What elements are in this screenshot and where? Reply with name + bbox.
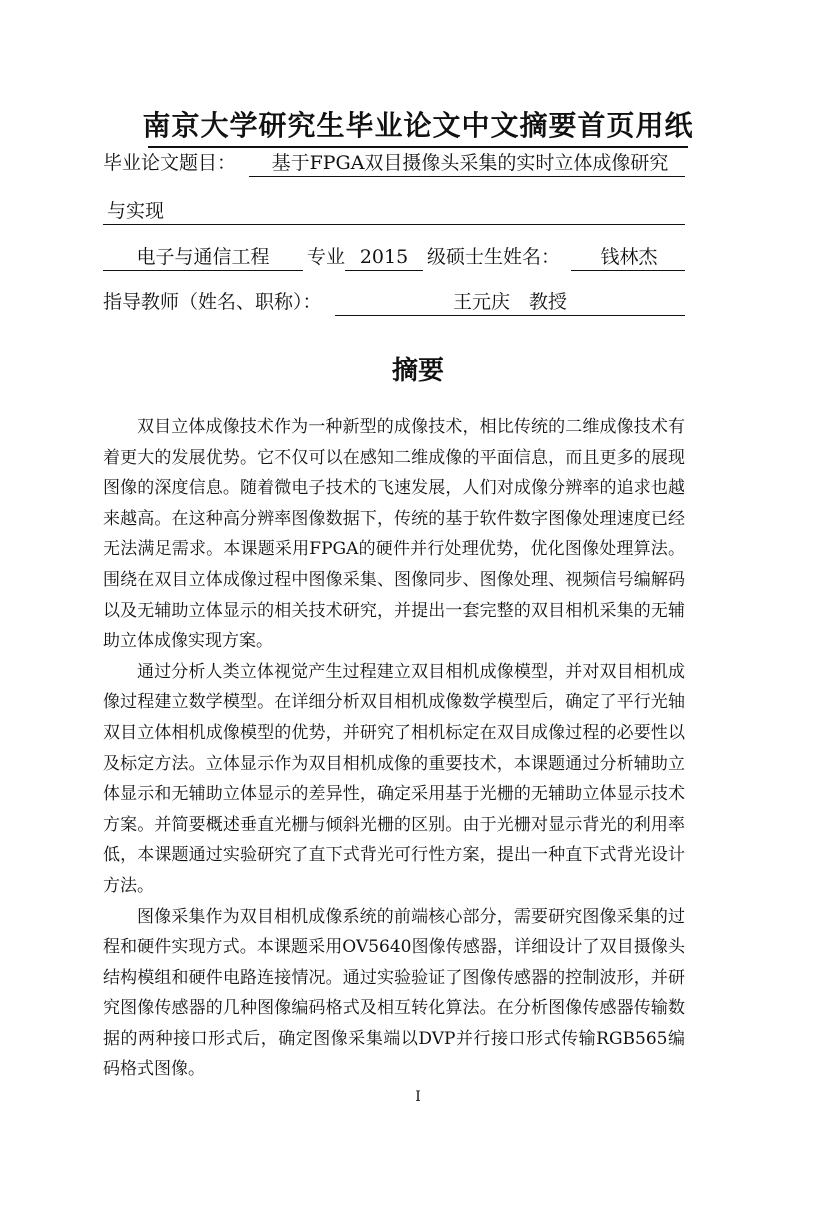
abstract-heading: 摘要 — [391, 356, 444, 386]
thesis-title-underline-2 — [103, 224, 685, 225]
advisor-value: 王元庆 教授 — [452, 291, 567, 313]
major-underline — [103, 270, 303, 271]
major-label: 专业 — [307, 246, 346, 268]
student-name-underline — [571, 270, 685, 271]
abstract-body — [103, 412, 685, 1085]
advisor-label: 指导教师（姓名、职称）： — [103, 291, 322, 313]
major-value: 电子与通信工程 — [136, 246, 270, 268]
level-label: 级硕士生姓名： — [427, 246, 561, 268]
year-value: 2015 — [359, 246, 409, 268]
form-title — [100, 104, 736, 144]
thesis-title-underline-1 — [249, 176, 685, 177]
thesis-title-label: 毕业论文题目： — [103, 152, 237, 174]
advisor-underline — [335, 315, 685, 316]
page-number: I — [415, 1089, 421, 1105]
thesis-title-line2: 与实现 — [107, 200, 165, 222]
year-underline — [345, 270, 423, 271]
abstract-paragraph-1: 双目立体成像技术作为一种新型的成像技术，相比传统的二维成像技术有着更大的发展优势。它不仅可以在感知二维成像的平面信息，而且更多的展现图像的深度信息。随着微电子技术的飞速发展，人们对成像分辨率的追求也越来越高。在这种高分辨率图像数据下，传统的基于软件数字图像处理速度已经无法满足需求。本课题采用FPGA的硬件并行处理优势，优化图像处理算法。围绕在双目立体成像过程中图像采集、图像同步、图像处理、视频信号编解码以及无辅助立体显示的相关技术研究，并提出一套完整的双目相机采集的无辅助立体成像实现方案。 — [103, 417, 685, 652]
abstract-paragraph-2: 通过分析人类立体视觉产生过程建立双目相机成像模型，并对双目相机成像过程建立数学模型。在详细分析双目相机成像数学模型后，确定了平行光轴双目立体相机成像模型的优势，并研究了相机标定在双目成像过程的必要性以及标定方法。立体显示作为双目相机成像的重要技术，本课题通过分析辅助立体显示和无辅助立体显示的差异性，确定采用基于光栅的无辅助立体显示技术方案。并简要概述垂直光栅与倾斜光栅的区别。由于光栅对显示背光的利用率低，本课题通过实验研究了直下式背光可行性方案，提出一种直下式背光设计方法。 — [103, 661, 685, 896]
abstract-paragraph-3: 图像采集作为双目相机成像系统的前端核心部分，需要研究图像采集的过程和硬件实现方式。本课题采用OV5640图像传感器，详细设计了双目摄像头结构模组和硬件电路连接情况。通过实验验证了图像传感器的控制波形，并研究图像传感器的几种图像编码格式及相互转化算法。在分析图像传感器传输数据的两种接口形式后，确定图像采集端以DVP并行接口形式传输RGB565编码格式图像。 — [103, 906, 685, 1080]
form-title-text: 南京大学研究生毕业论文中文摘要首页用纸 — [142, 109, 694, 142]
student-name-value: 钱林杰 — [600, 246, 658, 268]
form-title-underline — [148, 146, 688, 148]
thesis-title-line1: 基于FPGA双目摄像头采集的实时立体成像研究 — [271, 152, 669, 174]
